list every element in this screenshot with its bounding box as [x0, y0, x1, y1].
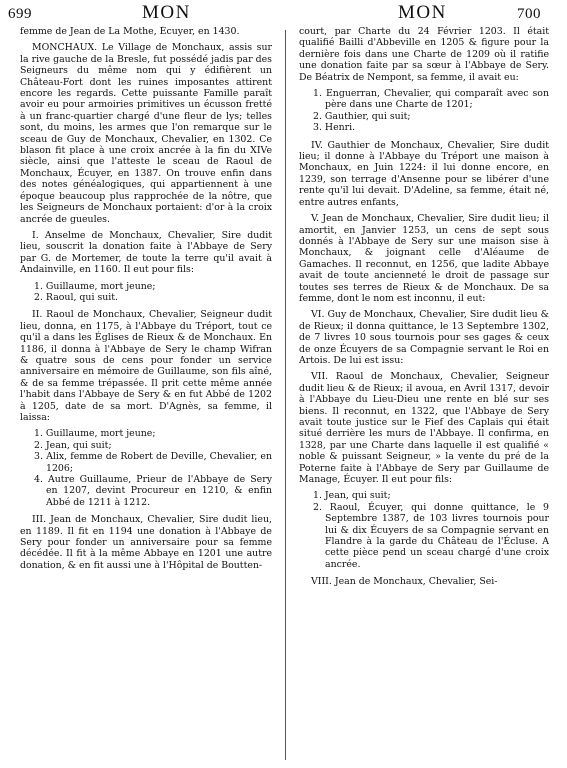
headword-right: MON [398, 2, 447, 23]
children-list-1 [20, 281, 272, 304]
intro-paragraph: MONCHAUX. Le Village de Monchaux, assis sur la rive gauche de la Bresle, fut possédé jadis par des Seigneurs du même nom qui y édifièrent un Château-Fort dont les ruines imposantes attirent encore les regards. Cette puissante Famille paraît avoir eu pour armoiries primitives un écusson fretté à un franc-quartier chargé d'une fleur de lys; telles sont, du moins, les armes que l'on remarque sur le sceau de Guy de Monchaux, Chevalier, en 1302. Ce blason fit place à une croix ancrée à la fin du XIVe siècle, ainsi que l'atteste le sceau de Raoul de Monchaux, Écuyer, en 1387. On trouve enfin dans des notes généalogiques, qui appartiennent à une époque beaucoup plus rapprochée de la nôtre, que les Seigneurs de Monchaux portaient: d'or à la croix ancrée de gueules. [20, 42, 272, 225]
list-item: 2. Gauthier, qui suit; [313, 110, 411, 122]
list-item: 1. Enguerran, Chevalier, qui comparaît avec son père dans une Charte de 1201; [313, 88, 549, 111]
running-header [0, 0, 567, 28]
left-column [20, 26, 272, 766]
headword-left: MON [142, 2, 191, 23]
continuation-text: femme de Jean de La Mothe, Écuyer, en 1430. [20, 26, 240, 37]
entry-1: I. Anselme de Monchaux, Chevalier, Sire dudit lieu, souscrit la donation faite à l'Abbaye de Sery par G. de Mortemer, de toute la terre qu'il avait à Andainville, en 1160. Il eut pour fils: [20, 229, 272, 276]
list-item: 2. Raoul, qui suit. [34, 291, 119, 303]
list-item: 2. Raoul, Écuyer, qui donne quittance, le 9 Septembre 1387, de 103 livres tournois pour lui & dix Écuyers de sa Compagnie servant en Flandre à la garde du Château de l'Écluse. A cette pièce pend un sceau chargé d'une croix ancrée. [313, 501, 549, 570]
entry-2: II. Raoul de Monchaux, Chevalier, Seigneur dudit lieu, donna, en 1175, à l'Abbaye du Tréport, tout ce qu'il a dans les Églises de Rieux & de Monchaux. En 1186, il donna à l'Abbaye de Sery le champ Wifran & quatre sous de cens pour fonder un service anniversaire en mémoire de Guillaume, son fils aîné, & de sa femme trépassée. Il prit cette même année l'habit dans l'Abbaye de Sery & en fut Abbé de 1202 à 1205, date de sa mort. D'Agnès, sa femme, il laissa: [20, 309, 272, 423]
continuation-text: court, par Charte du 24 Février 1203. Il était qualifié Bailli d'Abbeville en 1205 & figure pour la dernière fois dans une Charte de 1209 où il ratifie une donation faite par sa sœur à l'Abbaye de Sery. De Béatrix de Nempont, sa femme, il avait eu: [299, 26, 549, 83]
children-list-4 [299, 490, 549, 570]
list-item: 1. Guillaume, mort jeune; [34, 428, 156, 440]
entry-3: III. Jean de Monchaux, Chevalier, Sire dudit lieu, en 1189. Il fit en 1194 une donation à l'Abbaye de Sery pour fonder un anniversaire pour sa femme décédée. Il fit à la même Abbaye en 1201 une autre donation, & en fit aussi une à l'Hôpital de Boutten- [20, 514, 272, 571]
column-divider [285, 30, 286, 760]
page-number-left: 699 [8, 6, 32, 22]
list-item: 3. Alix, femme de Robert de Deville, Chevalier, en 1206; [34, 451, 272, 474]
right-column [299, 26, 549, 766]
entry-7: VII. Raoul de Monchaux, Chevalier, Seigneur dudit lieu & de Rieux; il avoua, en Avril 1317, devoir à l'Abbaye du Lieu-Dieu une rente en blé sur ses biens. Il reconnut, en 1322, que l'Abbaye de Sery avait toute justice sur le Fief des Caplais qui était situé derrière les murs de l'Abbaye. Il confirma, en 1328, par une Charte dans laquelle il est qualifié « noble & puissant Seigneur, » la vente du pré de la Poterne faite à l'Abbaye de Sery par Guillaume de Manage, Écuyer. Il eut pour fils: [299, 371, 549, 486]
list-item: 4. Autre Guillaume, Prieur de l'Abbaye de Sery en 1207, devint Procureur en 1210, & enfin Abbé de 1211 à 1212. [34, 474, 272, 508]
page-number-right: 700 [517, 6, 541, 22]
list-item: 1. Guillaume, mort jeune; [34, 280, 156, 292]
list-item: 2. Jean, qui suit; [34, 439, 112, 451]
list-item: 3. Henri. [313, 122, 356, 134]
children-list-3 [299, 88, 549, 134]
entry-6: VI. Guy de Monchaux, Chevalier, Sire dudit lieu & de Rieux; il donna quittance, le 13 Septembre 1302, de 7 livres 10 sous tournois pour ses gages & ceux de onze Écuyers de sa Compagnie servant le Roi en Artois. De lui est issu: [299, 309, 549, 366]
list-item: 1. Jean, qui suit; [313, 490, 391, 502]
entry-8: VIII. Jean de Monchaux, Chevalier, Sei- [311, 576, 498, 588]
children-list-2 [20, 428, 272, 508]
entry-4: IV. Gauthier de Monchaux, Chevalier, Sire dudit lieu; il donne à l'Abbaye du Tréport une maison à Monchaux, en Juin 1224: il lui donne encore, en 1239, son terrage d'Ansenne pour se libérer d'une rente qu'il lui devait. D'Adeline, sa femme, était né, entre autres enfants, [299, 139, 549, 208]
entry-5: V. Jean de Monchaux, Chevalier, Sire dudit lieu; il amortit, en Janvier 1253, un cens de sept sous donnés à l'Abbaye de Sery sur une maison sise à Monchaux, & joignant celle d'Aléaume de Gamaches. Il reconnut, en 1256, que ladite Abbaye avait de toute ancienneté le droit de passage sur toutes ses terres de Rieux & de Monchaux. De sa femme, dont le nom est inconnu, il eut: [299, 213, 549, 304]
